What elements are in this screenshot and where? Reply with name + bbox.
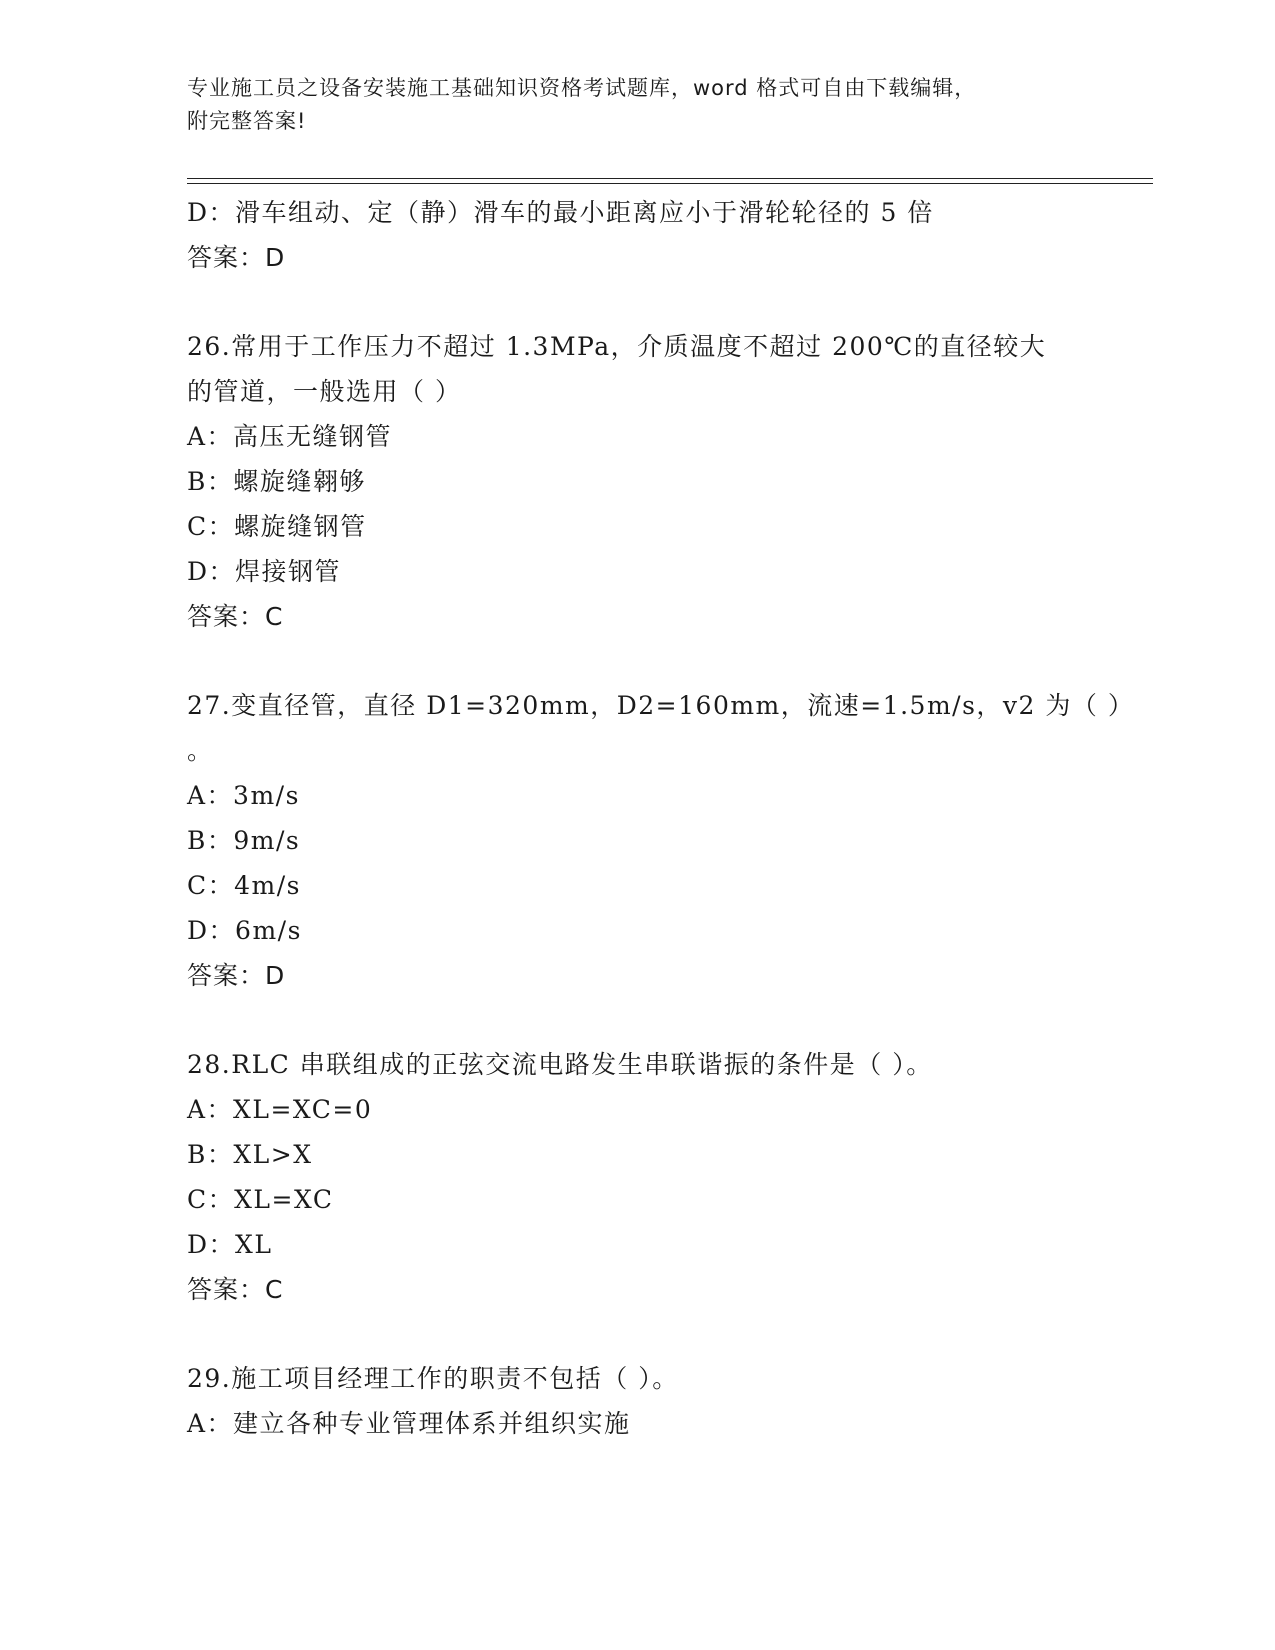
option-d: D：滑车组动、定（静）滑车的最小距离应小于滑轮轮径的 5 倍 [187,198,934,227]
header-line-2: 附完整答案! [187,109,307,133]
question-26 [187,324,1087,639]
answer: 答案：D [187,243,286,272]
question-title-line-1: 27.变直径管，直径 D1=320mm，D2=160mm，流速=1.5m/s，v2 为（ ） [187,691,1135,720]
header-rule-bottom [187,183,1153,184]
option-b: B：XL>X [187,1140,313,1169]
option-c: C：螺旋缝钢管 [187,512,367,541]
header-line-1: 专业施工员之设备安装施工基础知识资格考试题库，word 格式可自由下载编辑， [187,76,977,100]
option-d: D：焊接钢管 [187,557,342,586]
answer: 答案：D [187,961,286,990]
option-c: C：4m/s [187,871,301,900]
question-title-line-1: 26.常用于工作压力不超过 1.3MPa，介质温度不超过 200℃的直径较大 [187,332,1047,361]
answer: 答案：C [187,602,284,631]
header-rule-top [187,178,1153,179]
option-d: D：6m/s [187,916,302,945]
option-a: A：XL=XC=0 [187,1095,373,1124]
question-list [187,190,1135,1446]
option-c: C：XL=XC [187,1185,334,1214]
question-title: 29.施工项目经理工作的职责不包括（ ）。 [187,1364,679,1393]
option-a: A：3m/s [187,781,300,810]
option-a: A：高压无缝钢管 [187,422,393,451]
answer: 答案：C [187,1275,284,1304]
question-29 [187,1356,1087,1446]
question-27 [187,683,1135,998]
question-28 [187,1042,1087,1312]
question-title: 28.RLC 串联组成的正弦交流电路发生串联谐振的条件是（ ）。 [187,1050,933,1079]
question-title-line-2: 。 [187,736,214,765]
question-25 [187,190,1087,280]
question-title-line-2: 的管道，一般选用（ ） [187,377,462,406]
option-b: B：9m/s [187,826,301,855]
option-b: B：螺旋缝翱够 [187,467,366,496]
option-d: D：XL [187,1230,273,1259]
option-a: A：建立各种专业管理体系并组织实施 [187,1409,631,1438]
document-header [187,72,1087,138]
